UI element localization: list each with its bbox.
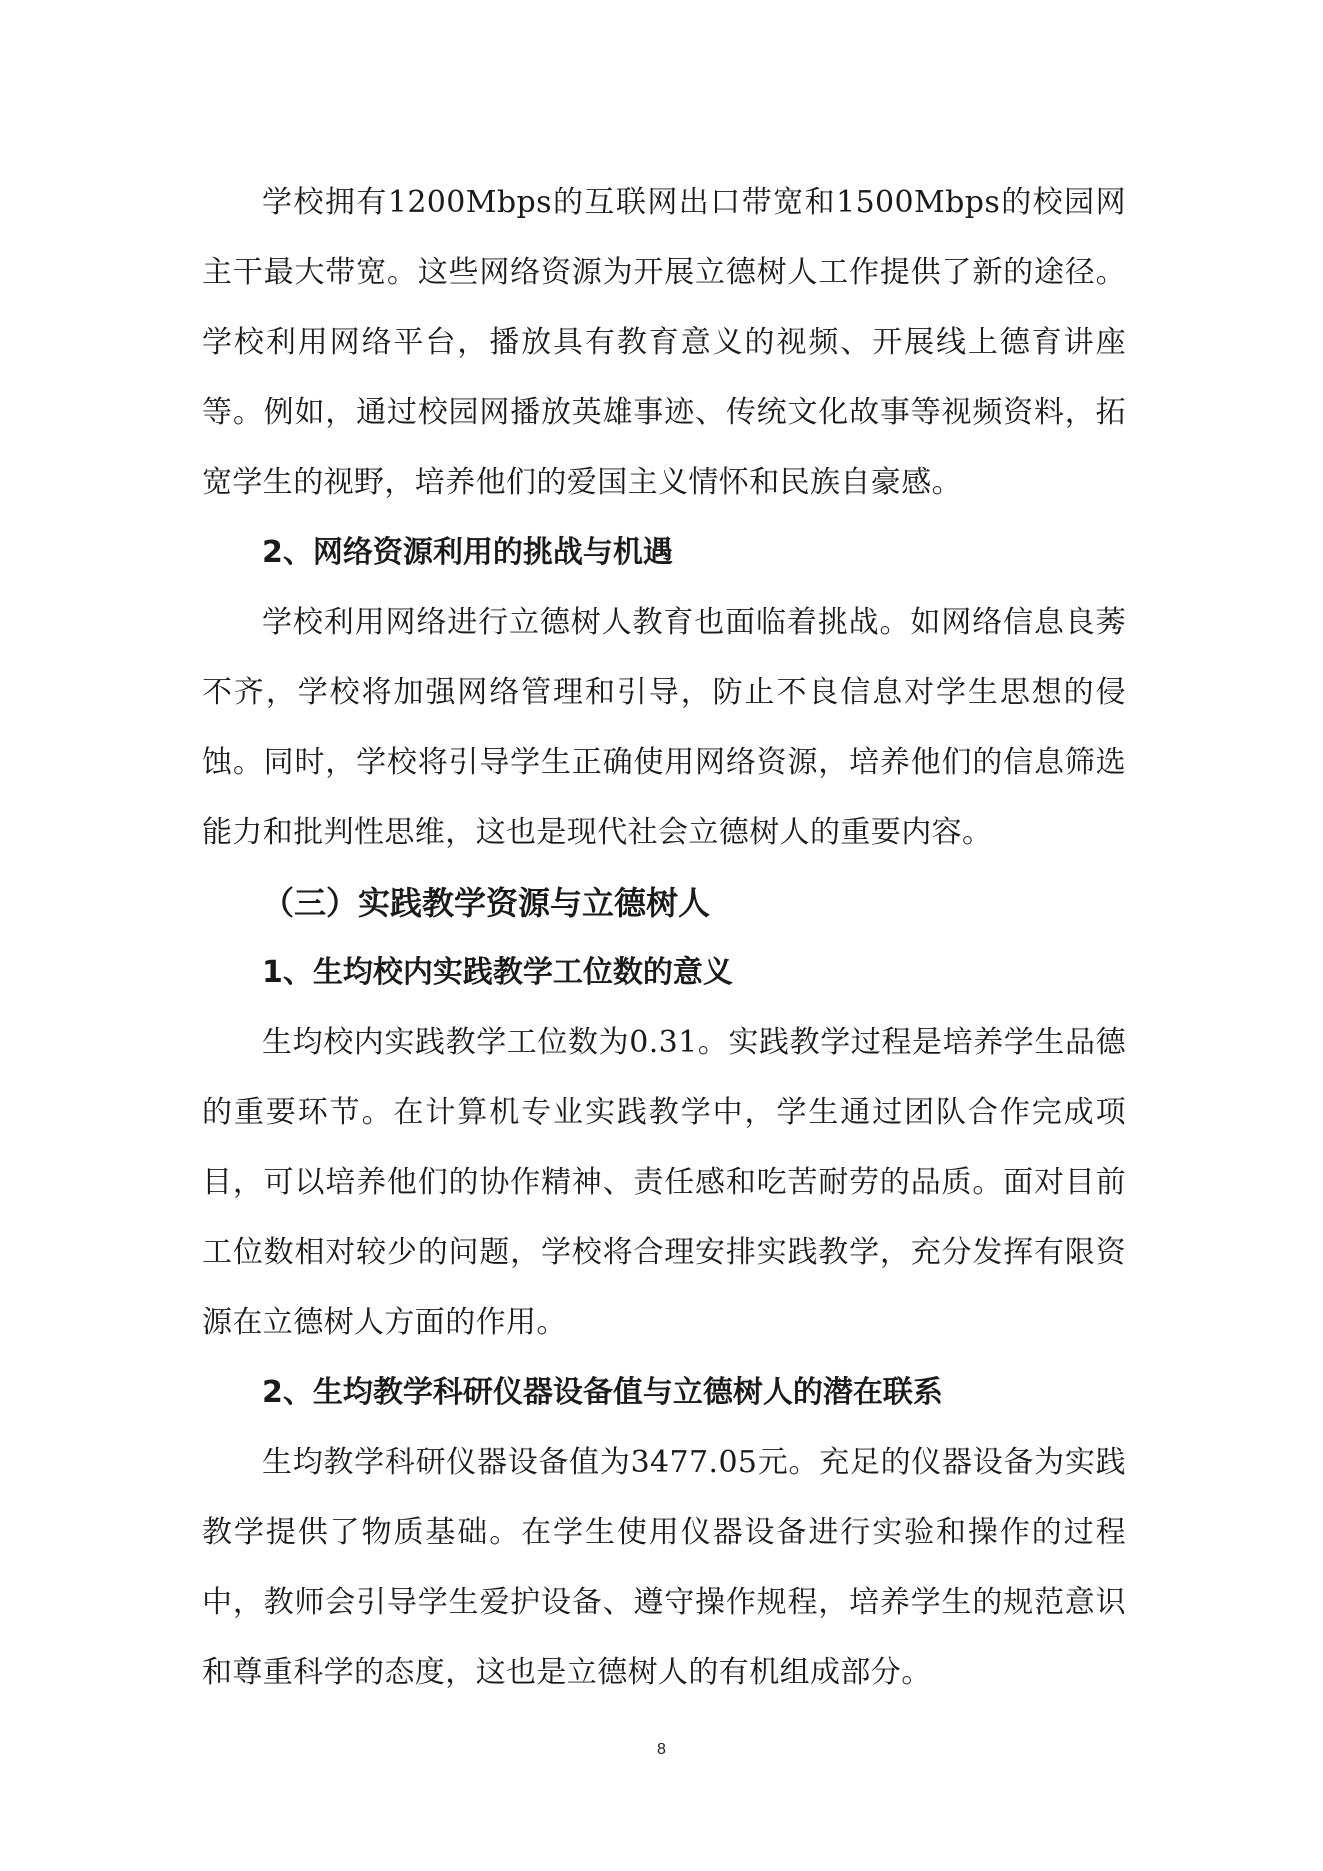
subheading-equipment-value: 2、生均教学科研仪器设备值与立德树人的潜在联系	[262, 1375, 943, 1410]
subheading-workstation-significance: 1、生均校内实践教学工位数的意义	[262, 955, 733, 990]
paragraph-equipment-value: 生均教学科研仪器设备值为3477.05元。充足的仪器设备为实践教学提供了物质基础。在学生使用仪器设备进行实验和操作的过程中，教师会引导学生爱护设备、遵守操作规程，培养学生的规范意识和尊重科学的态度，这也是立德树人的有机组成部分。	[202, 1445, 1126, 1690]
page-body	[202, 168, 1126, 1708]
page-number: 8	[657, 1741, 666, 1758]
paragraph-workstation-significance: 生均校内实践教学工位数为0.31。实践教学过程是培养学生品德的重要环节。在计算机专业实践教学中，学生通过团队合作完成项目，可以培养他们的协作精神、责任感和吃苦耐劳的品质。面对目前工位数相对较少的问题，学校将合理安排实践教学，充分发挥有限资源在立德树人方面的作用。	[202, 1025, 1126, 1340]
subheading-network-challenges: 2、网络资源利用的挑战与机遇	[262, 535, 673, 570]
paragraph-network-resources: 学校拥有1200Mbps的互联网出口带宽和1500Mbps的校园网主干最大带宽。这些网络资源为开展立德树人工作提供了新的途径。学校利用网络平台，播放具有教育意义的视频、开展线上德育讲座等。例如，通过校园网播放英雄事迹、传统文化故事等视频资料，拓宽学生的视野，培养他们的爱国主义情怀和民族自豪感。	[202, 185, 1126, 500]
section-heading-practice-resources: （三）实践教学资源与立德树人	[262, 884, 711, 922]
paragraph-network-challenges: 学校利用网络进行立德树人教育也面临着挑战。如网络信息良莠不齐，学校将加强网络管理和引导，防止不良信息对学生思想的侵蚀。同时，学校将引导学生正确使用网络资源，培养他们的信息筛选能力和批判性思维，这也是现代社会立德树人的重要内容。	[202, 605, 1126, 850]
